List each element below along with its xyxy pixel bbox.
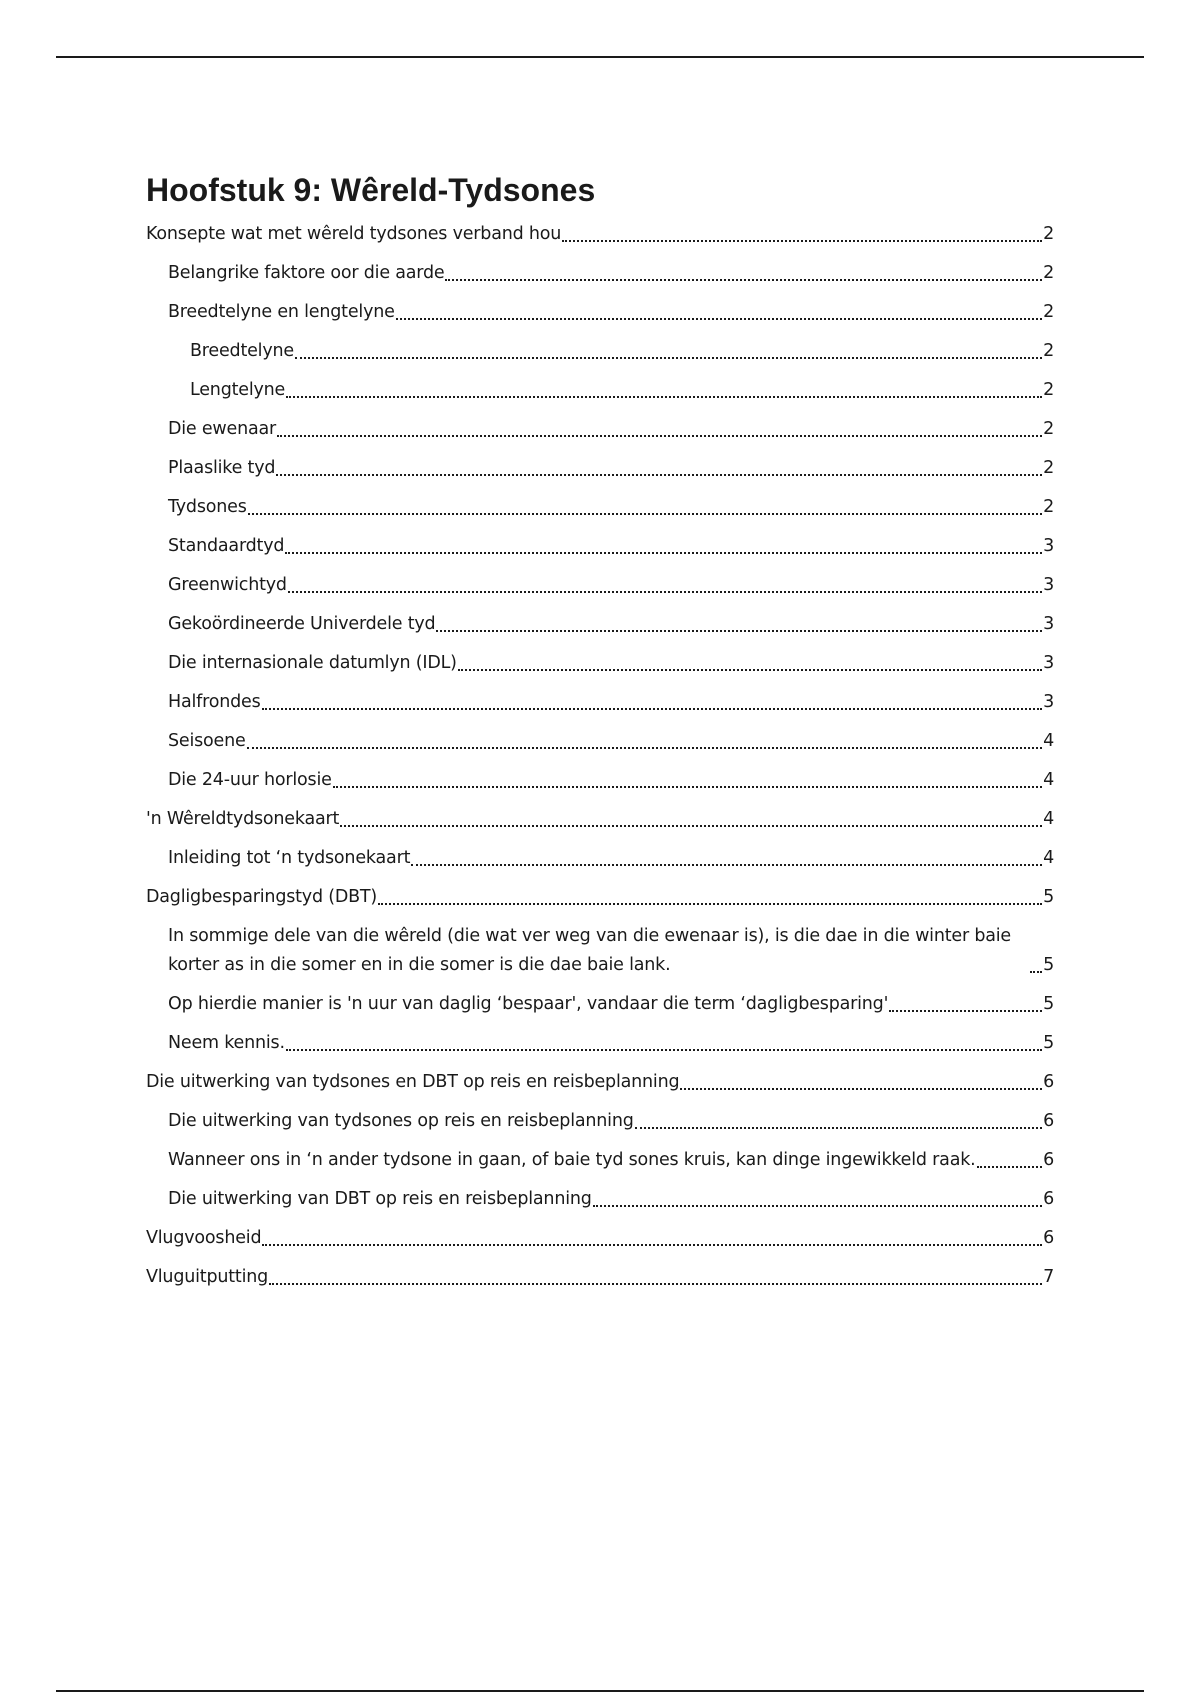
toc-dot-leader [1030,971,1042,973]
toc-page-number[interactable]: 2 [1043,224,1054,244]
toc-entry-title[interactable]: Belangrike faktore oor die aarde [168,263,445,283]
toc-entry-title[interactable]: Die 24-uur horlosie [168,770,332,790]
toc-entry-title[interactable]: Greenwichtyd [168,575,287,595]
toc-entry-title[interactable]: Breedtelyne en lengtelyne [168,302,395,322]
toc-dot-leader [378,903,1042,905]
toc-dot-leader [680,1088,1042,1090]
toc-page-number[interactable]: 3 [1043,692,1054,712]
toc-page-number[interactable]: 4 [1043,731,1054,751]
toc-entry-title[interactable]: Die uitwerking van tydsones op reis en reisbeplanning [168,1111,634,1131]
toc-entry[interactable] [146,337,1054,366]
toc-entry-title[interactable]: Vlugvoosheid [146,1228,262,1248]
toc-page-number[interactable]: 2 [1043,497,1054,517]
toc-entry-title[interactable]: Die uitwerking van DBT op reis en reisbeplanning [168,1189,592,1209]
toc-entry-title[interactable]: Plaaslike tyd [168,458,276,478]
toc-dot-leader [445,279,1042,281]
toc-entry[interactable] [146,259,1054,288]
toc-dot-leader [276,474,1042,476]
toc-page-number[interactable]: 2 [1043,419,1054,439]
toc-entry[interactable] [146,610,1054,639]
toc-entry-title[interactable]: Op hierdie manier is 'n uur van daglig ‘bespaar', vandaar die term ‘dagligbesparing' [168,994,889,1014]
header-rule [56,56,1144,58]
toc-entry-title[interactable]: Dagligbesparingstyd (DBT) [146,887,378,907]
toc-entry-title[interactable]: Standaardtyd [168,536,285,556]
toc-dot-leader [248,513,1042,515]
toc-entry[interactable] [146,454,1054,483]
chapter-title: Hoofstuk 9: Wêreld-Tydsones [146,172,596,208]
toc-dot-leader [396,318,1042,320]
toc-dot-leader [562,240,1042,242]
toc-entry[interactable] [146,1068,1054,1097]
toc-entry-title[interactable]: Gekoördineerde Univerdele tyd [168,614,436,634]
toc-page-number[interactable]: 4 [1043,848,1054,868]
toc-entry[interactable] [146,1107,1054,1136]
toc-dot-leader [436,630,1042,632]
toc-entry[interactable] [146,1029,1054,1058]
toc-page-number[interactable]: 6 [1043,1189,1054,1209]
toc-entry-title[interactable]: Tydsones [168,497,247,517]
toc-page-number[interactable]: 4 [1043,770,1054,790]
table-of-contents [146,220,1054,1292]
toc-dot-leader [889,1010,1042,1012]
toc-entry[interactable] [146,298,1054,327]
toc-dot-leader [635,1127,1042,1129]
toc-page-number[interactable]: 5 [1043,1033,1054,1053]
toc-page-number[interactable]: 2 [1043,458,1054,478]
toc-entry-title[interactable]: Wanneer ons in ‘n ander tydsone in gaan, of baie tyd sones kruis, kan dinge ingewikkeld raak. [168,1150,976,1170]
toc-page-number[interactable]: 6 [1043,1111,1054,1131]
toc-entry-title[interactable]: Die internasionale datumlyn (IDL) [168,653,457,673]
toc-entry[interactable] [146,493,1054,522]
toc-dot-leader [977,1166,1043,1168]
toc-page-number[interactable]: 3 [1043,614,1054,634]
toc-entry[interactable] [146,571,1054,600]
toc-entry-title[interactable]: Konsepte wat met wêreld tydsones verband hou [146,224,562,244]
toc-page-number[interactable]: 5 [1043,955,1054,975]
toc-page-number[interactable]: 6 [1043,1150,1054,1170]
toc-dot-leader [411,864,1042,866]
toc-entry-title[interactable]: Vluguitputting [146,1267,269,1287]
toc-page-number[interactable]: 5 [1043,887,1054,907]
toc-dot-leader [593,1205,1042,1207]
footer-rule [56,1690,1144,1692]
toc-entry[interactable] [146,1224,1054,1253]
toc-entry[interactable] [146,1185,1054,1214]
toc-dot-leader [269,1283,1042,1285]
toc-page-number[interactable]: 3 [1043,575,1054,595]
toc-page-number[interactable]: 4 [1043,809,1054,829]
toc-page-number[interactable]: 6 [1043,1228,1054,1248]
toc-entry[interactable] [146,1263,1054,1292]
toc-dot-leader [262,708,1043,710]
toc-entry-title[interactable]: Seisoene [168,731,246,751]
toc-entry[interactable] [146,727,1054,756]
toc-entry[interactable] [146,990,1054,1019]
toc-entry-title[interactable]: 'n Wêreldtydsonekaart [146,809,340,829]
document-page [146,170,1054,1302]
toc-dot-leader [288,591,1042,593]
toc-entry-title[interactable]: Die uitwerking van tydsones en DBT op reis en reisbeplanning [146,1072,680,1092]
toc-page-number[interactable]: 2 [1043,263,1054,283]
toc-page-number[interactable]: 5 [1043,994,1054,1014]
toc-entry[interactable] [146,532,1054,561]
toc-dot-leader [295,357,1042,359]
toc-page-number[interactable]: 7 [1043,1267,1054,1287]
toc-entry[interactable] [146,766,1054,795]
toc-entry-title[interactable]: Breedtelyne [190,341,294,361]
toc-page-number[interactable]: 6 [1043,1072,1054,1092]
toc-entry[interactable] [146,1146,1054,1175]
toc-entry[interactable] [146,688,1054,717]
toc-dot-leader [286,396,1042,398]
toc-entry-title[interactable]: Neem kennis. [168,1033,285,1053]
toc-page-number[interactable]: 3 [1043,653,1054,673]
toc-dot-leader [333,786,1042,788]
toc-entry[interactable] [146,649,1054,678]
toc-entry[interactable] [146,220,1054,249]
toc-dot-leader [247,747,1042,749]
toc-dot-leader [277,435,1042,437]
toc-page-number[interactable]: 2 [1043,302,1054,322]
toc-dot-leader [285,552,1042,554]
toc-page-number[interactable]: 2 [1043,341,1054,361]
toc-entry[interactable] [146,922,1054,980]
toc-dot-leader [458,669,1042,671]
toc-page-number[interactable]: 2 [1043,380,1054,400]
toc-entry-title[interactable]: Lengtelyne [190,380,286,400]
toc-entry[interactable] [146,415,1054,444]
toc-entry[interactable] [146,883,1054,912]
toc-entry[interactable] [146,376,1054,405]
toc-entry-title[interactable]: Halfrondes [168,692,261,712]
toc-entry-title[interactable]: Die ewenaar [168,419,277,439]
toc-entry[interactable] [146,805,1054,834]
toc-entry-title[interactable]: Inleiding tot ‘n tydsonekaart [168,848,411,868]
toc-page-number[interactable]: 3 [1043,536,1054,556]
toc-entry[interactable] [146,844,1054,873]
toc-dot-leader [262,1244,1042,1246]
toc-entry-title[interactable]: In sommige dele van die wêreld (die wat ver weg van die ewenaar is), is die dae in die winter baie korter as in die somer en in die somer is die dae baie lank. [168,926,1011,975]
toc-dot-leader [286,1049,1042,1051]
toc-dot-leader [340,825,1042,827]
